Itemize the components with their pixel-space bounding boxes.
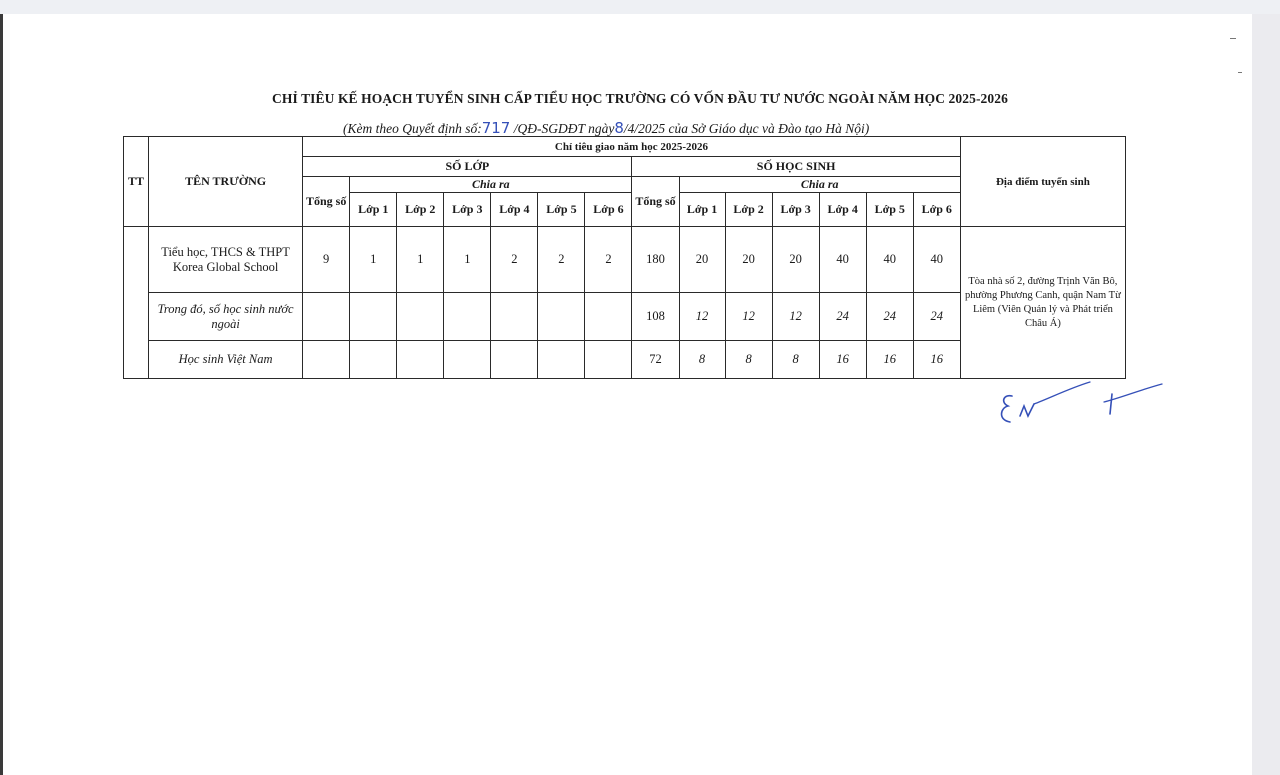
header-student-grade: Lớp 4 [819, 193, 866, 227]
location-cell: Tòa nhà số 2, đường Trịnh Văn Bô, phường Phương Canh, quận Nam Từ Liêm (Viên Quản lý và Phát triển Châu Á) [960, 227, 1125, 379]
class-grade-cell: 2 [491, 227, 538, 293]
subtitle-prefix: (Kèm theo Quyết định số: [343, 121, 482, 136]
student-grade-cell: 20 [725, 227, 772, 293]
header-class-grade: Lớp 4 [491, 193, 538, 227]
class-grade-cell [585, 341, 632, 379]
student-grade-cell: 12 [679, 293, 725, 341]
student-grade-cell: 8 [772, 341, 819, 379]
header-student-grade: Lớp 5 [866, 193, 913, 227]
class-grade-cell [491, 293, 538, 341]
table-row [124, 227, 1126, 293]
header-student-grade: Lớp 3 [772, 193, 819, 227]
class-grade-cell: 1 [350, 227, 397, 293]
document-title: CHỈ TIÊU KẾ HOẠCH TUYỂN SINH CẤP TIỂU HỌC TRƯỜNG CÓ VỐN ĐẦU TƯ NƯỚC NGOÀI NĂM HỌC 2025-2026 [272, 91, 1008, 106]
subtitle-suffix: /4/2025 của Sở Giáo dục và Đào tạo Hà Nội) [623, 121, 870, 136]
school-name-cell: Học sinh Việt Nam [149, 341, 303, 379]
tt-cell [124, 227, 149, 379]
class-grade-cell [350, 293, 397, 341]
student-grade-cell: 12 [772, 293, 819, 341]
classes-total-cell [303, 341, 350, 379]
header-class-grade: Lớp 1 [350, 193, 397, 227]
header-student-grade: Lớp 6 [913, 193, 960, 227]
school-name-cell: Tiểu học, THCS & THPT Korea Global School [149, 227, 303, 293]
students-total-cell: 72 [632, 341, 679, 379]
student-grade-cell: 16 [819, 341, 866, 379]
header-student-count: SỐ HỌC SINH [632, 157, 960, 177]
header-class-grade: Lớp 5 [538, 193, 585, 227]
header-school-name: TÊN TRƯỜNG [149, 137, 303, 227]
viewer-top-bar [0, 0, 1280, 14]
header-class-grade: Lớp 6 [585, 193, 632, 227]
header-class-grade: Lớp 3 [444, 193, 491, 227]
gutter-mark [1230, 38, 1236, 39]
student-grade-cell: 24 [913, 293, 960, 341]
class-grade-cell [585, 293, 632, 341]
student-grade-cell: 40 [819, 227, 866, 293]
subtitle-mid: /QĐ-SGDĐT ngày [513, 121, 615, 136]
classes-total-cell [303, 293, 350, 341]
class-grade-cell [444, 341, 491, 379]
header-classes-breakdown: Chia ra [350, 177, 632, 193]
classes-total-cell: 9 [303, 227, 350, 293]
student-grade-cell: 40 [866, 227, 913, 293]
student-grade-cell: 16 [913, 341, 960, 379]
handwritten-decision-number: 717 [481, 119, 511, 137]
class-grade-cell: 1 [444, 227, 491, 293]
class-grade-cell [444, 293, 491, 341]
document-subtitle [343, 119, 869, 137]
student-grade-cell: 12 [725, 293, 772, 341]
enrollment-quota-table [123, 136, 1126, 379]
student-grade-cell: 40 [913, 227, 960, 293]
student-grade-cell: 24 [819, 293, 866, 341]
viewer-right-gutter [1252, 14, 1280, 775]
header-class-grade: Lớp 2 [397, 193, 444, 227]
header-students-total: Tổng số [632, 177, 679, 227]
class-grade-cell: 2 [538, 227, 585, 293]
header-classes-total: Tổng số [303, 177, 350, 227]
header-class-count: SỐ LỚP [303, 157, 632, 177]
header-location: Địa điểm tuyển sinh [960, 137, 1125, 227]
student-grade-cell: 8 [725, 341, 772, 379]
header-students-breakdown: Chia ra [679, 177, 960, 193]
header-tt: TT [124, 137, 149, 227]
students-total-cell: 108 [632, 293, 679, 341]
student-grade-cell: 8 [679, 341, 725, 379]
header-student-grade: Lớp 1 [679, 193, 725, 227]
gutter-mark [1238, 72, 1242, 73]
header-quota-year: Chỉ tiêu giao năm học 2025-2026 [303, 137, 961, 157]
class-grade-cell: 2 [585, 227, 632, 293]
students-total-cell: 180 [632, 227, 679, 293]
class-grade-cell: 1 [397, 227, 444, 293]
class-grade-cell [538, 293, 585, 341]
header-student-grade: Lớp 2 [725, 193, 772, 227]
class-grade-cell [491, 341, 538, 379]
handwritten-day: 8 [614, 119, 624, 137]
handwritten-signature [990, 376, 1170, 432]
class-grade-cell [397, 293, 444, 341]
class-grade-cell [350, 341, 397, 379]
student-grade-cell: 24 [866, 293, 913, 341]
student-grade-cell: 20 [679, 227, 725, 293]
student-grade-cell: 20 [772, 227, 819, 293]
school-name-cell: Trong đó, số học sinh nước ngoài [149, 293, 303, 341]
class-grade-cell [538, 341, 585, 379]
student-grade-cell: 16 [866, 341, 913, 379]
class-grade-cell [397, 341, 444, 379]
